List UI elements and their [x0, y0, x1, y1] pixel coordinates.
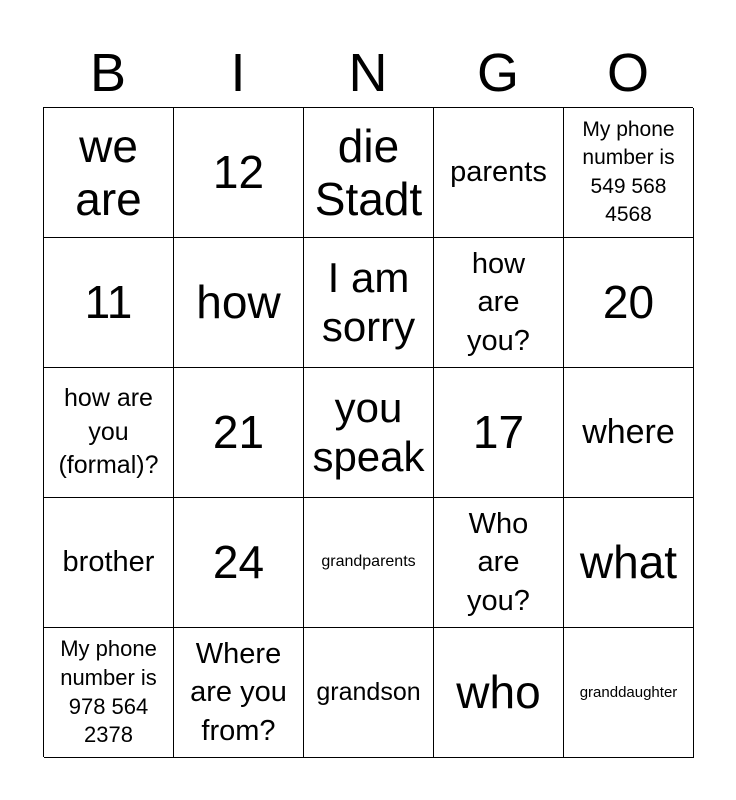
bingo-cell[interactable] [174, 628, 304, 758]
bingo-cell[interactable] [434, 108, 564, 238]
cell-text: how [196, 276, 281, 329]
cell-text: Where are you from? [190, 637, 287, 747]
bingo-cell[interactable] [434, 368, 564, 498]
bingo-cell[interactable] [434, 628, 564, 758]
bingo-cell[interactable] [434, 238, 564, 368]
bingo-cell[interactable] [304, 238, 434, 368]
header-letter-b: B [89, 43, 127, 103]
cell-text: we are [75, 119, 142, 225]
cell-text: grandparents [321, 553, 416, 571]
cell-text: 11 [84, 276, 133, 329]
bingo-cell[interactable] [174, 368, 304, 498]
bingo-cell[interactable] [564, 368, 694, 498]
cell-text: grandson [316, 678, 421, 707]
cell-text: I am sorry [321, 254, 416, 350]
bingo-cell[interactable] [44, 498, 174, 628]
bingo-cell[interactable] [44, 368, 174, 498]
cell-text: die Stadt [314, 119, 423, 225]
cell-text: 24 [212, 536, 265, 589]
cell-text: what [579, 536, 678, 589]
bingo-cell[interactable] [304, 108, 434, 238]
bingo-cell[interactable] [564, 108, 694, 238]
header-letter-o: O [606, 43, 649, 103]
cell-text: My phone number is 978 564 2378 [60, 636, 157, 748]
cell-text: 20 [602, 276, 655, 329]
cell-text: how are you? [467, 247, 530, 357]
bingo-cell[interactable] [44, 238, 174, 368]
bingo-header [43, 40, 693, 106]
bingo-cell[interactable] [564, 628, 694, 758]
bingo-cell[interactable] [564, 238, 694, 368]
cell-text: Who are you? [467, 507, 530, 617]
bingo-cell[interactable] [44, 108, 174, 238]
cell-text: My phone number is 549 568 4568 [582, 117, 675, 226]
bingo-cell[interactable] [564, 498, 694, 628]
bingo-cell[interactable] [44, 628, 174, 758]
cell-text: 21 [212, 406, 265, 459]
cell-text: how are you (formal)? [58, 383, 159, 480]
cell-text: granddaughter [579, 683, 678, 701]
bingo-cell[interactable] [174, 498, 304, 628]
cell-text: 12 [212, 146, 265, 199]
bingo-cell[interactable] [174, 108, 304, 238]
cell-text: you speak [312, 384, 425, 480]
bingo-cell[interactable] [304, 628, 434, 758]
bingo-cell[interactable] [304, 498, 434, 628]
bingo-cell[interactable] [434, 498, 564, 628]
bingo-cell[interactable] [174, 238, 304, 368]
bingo-board [43, 107, 693, 757]
cell-text: brother [62, 545, 155, 578]
header-letter-n: N [348, 43, 388, 103]
cell-text: where [582, 412, 675, 451]
cell-text: who [456, 666, 541, 719]
cell-text: parents [450, 155, 547, 188]
bingo-cell[interactable] [304, 368, 434, 498]
header-letter-i: I [230, 43, 246, 103]
cell-text: 17 [472, 406, 525, 459]
header-letter-g: G [476, 43, 519, 103]
